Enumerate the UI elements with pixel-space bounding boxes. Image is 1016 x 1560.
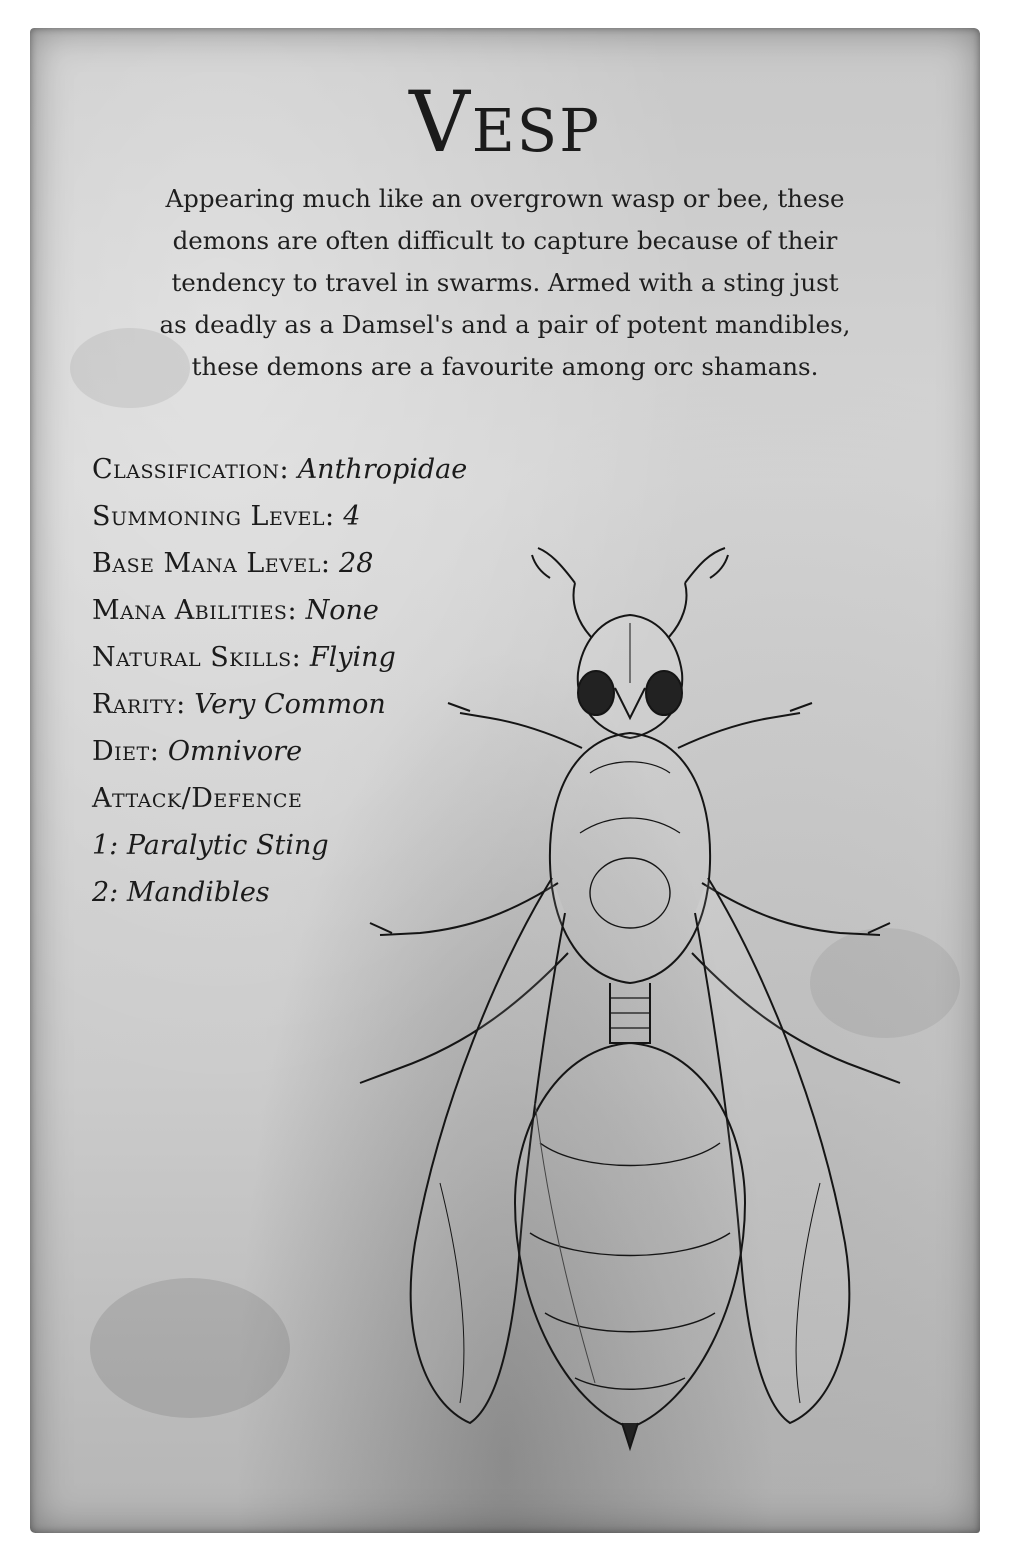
intro-line: as deadly as a Damsel's and a pair of potent mandibles, [159,310,851,339]
antenna [685,548,728,583]
stat-rarity: Rarity: Very Common [92,689,386,720]
intro-line: demons are often difficult to capture because of their [172,226,838,255]
wasp-eye [578,671,614,715]
stat-attack-defence: Attack/Defence [92,783,303,814]
paper-stain [90,1278,290,1418]
parchment-page [30,28,980,1533]
stat-natural-skills: Natural Skills: Flying [92,642,396,673]
wasp-leg [678,703,812,748]
intro-text [125,178,885,388]
intro-line: Appearing much like an overgrown wasp or bee, these [165,184,845,213]
stat-diet: Diet: Omnivore [92,736,303,767]
stat-classification: Classification: Anthropidae [92,454,468,485]
attack-item: 1: Paralytic Sting [92,830,329,861]
antenna [532,548,575,583]
antenna [668,583,686,638]
antenna [574,583,592,638]
wasp-stinger [622,1423,638,1448]
wasp-leg [448,703,582,748]
stat-mana-abilities: Mana Abilities: None [92,595,379,626]
stat-summoning-level: Summoning Level: 4 [92,501,361,532]
intro-line: these demons are a favourite among orc shamans. [191,352,819,381]
intro-line: tendency to travel in swarms. Armed with a sting just [171,268,839,297]
stat-base-mana-level: Base Mana Level: 28 [92,548,374,579]
wasp-abdomen [515,1043,745,1428]
attack-item: 2: Mandibles [92,877,270,908]
wasp-illustration-icon [320,543,940,1453]
wasp-eye [646,671,682,715]
page-title: Vesp [409,73,601,171]
